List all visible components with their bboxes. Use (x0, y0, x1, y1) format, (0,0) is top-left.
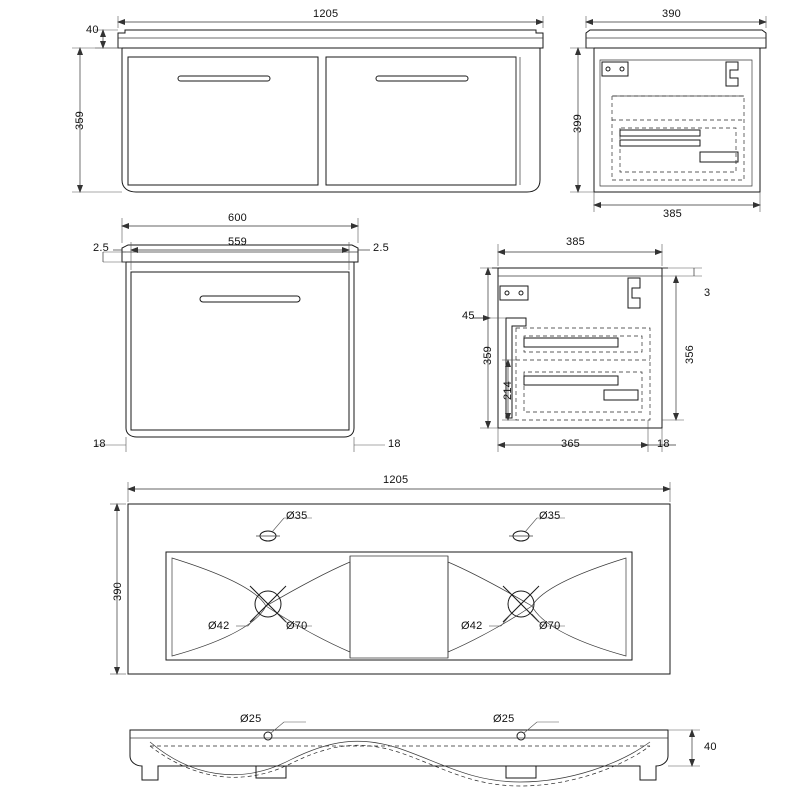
dim-label-body-height-359: 359 (74, 111, 86, 130)
dim-label-overall-width-1205: 1205 (313, 8, 339, 20)
dim-label-base-offset-18: 18 (657, 438, 670, 450)
dim-label-tap-hole-right-35: Ø35 (539, 510, 561, 522)
view-side-section-390 (570, 16, 766, 212)
dim-label-waste-right-70: Ø70 (539, 620, 561, 632)
dim-label-width-600: 600 (228, 212, 247, 224)
view-basin-plan (110, 482, 670, 674)
dim-label-tap-hole-left-35: Ø35 (286, 510, 308, 522)
view-front-elevation-1205 (72, 16, 543, 192)
dim-label-left-gap-25: 2.5 (93, 242, 109, 254)
dim-label-right-gap-25: 2.5 (373, 242, 389, 254)
dim-label-height-399: 399 (572, 114, 584, 133)
dim-label-inner-height-356: 356 (684, 345, 696, 364)
dim-label-basin-width-1205: 1205 (383, 474, 409, 486)
dim-label-carcass-depth-385: 385 (663, 208, 682, 220)
view-basin-front-section (130, 722, 700, 786)
dim-label-overhang-3: 3 (704, 287, 711, 299)
dim-label-bracket-45: 45 (462, 310, 475, 322)
dim-label-waste-left-42: Ø42 (208, 620, 230, 632)
dim-label-depth-390: 390 (662, 8, 681, 20)
dim-label-carcass-385: 385 (566, 236, 585, 248)
dim-label-drawer-214: 214 (502, 381, 514, 400)
dim-label-top-thickness-40: 40 (86, 24, 99, 36)
dim-label-overflow-right-25: Ø25 (493, 713, 515, 725)
dim-label-basin-height-40: 40 (704, 741, 717, 753)
dim-label-height-359-b: 359 (482, 346, 494, 365)
dim-label-front-width-559: 559 (228, 236, 247, 248)
dim-label-waste-left-70: Ø70 (286, 620, 308, 632)
view-side-section-385 (472, 244, 702, 452)
dim-label-waste-right-42: Ø42 (461, 620, 483, 632)
view-front-elevation-600 (95, 218, 385, 452)
dim-label-overflow-left-25: Ø25 (240, 713, 262, 725)
dim-label-inner-depth-365: 365 (561, 438, 580, 450)
dim-label-basin-depth-390: 390 (112, 582, 124, 601)
dim-label-right-base-18: 18 (388, 438, 401, 450)
dim-label-left-base-18: 18 (93, 438, 106, 450)
